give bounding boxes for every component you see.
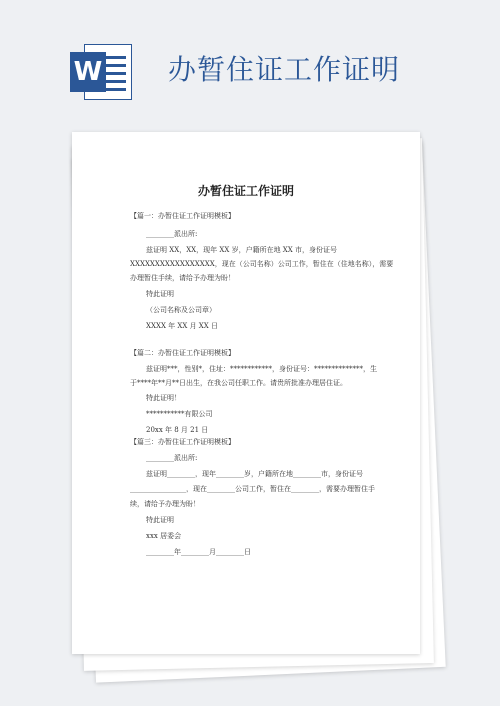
section-3-line: 续，请给予办理为盼！ — [130, 500, 200, 508]
section-3-line: 兹证明________，现年________岁，户籍所在地________市，身份证号 — [146, 470, 363, 478]
document-content — [72, 132, 420, 654]
banner-title: 办暂住证工作证明 — [168, 53, 401, 86]
section-1-line: 兹证明 XX，XX，现年 XX 岁，户籍所在地 XX 市，身份证号 — [146, 246, 337, 254]
word-app-icon — [70, 44, 132, 100]
section-2-line: 于****年**月**日出生，在我公司任职工作。请贵所批准办理居住证。 — [130, 379, 347, 387]
section-3-line: ________派出所: — [146, 454, 198, 462]
section-1-line: 特此证明 — [146, 290, 174, 298]
section-2-line: 兹证明***，性别*，住址：************，身份证号：**************，生 — [146, 365, 377, 373]
section-1-line: 办理暂住手续，请给予办理为盼！ — [130, 274, 235, 282]
document-title: 办暂住证工作证明 — [197, 184, 294, 198]
section-3-line: xxx 居委会 — [146, 532, 182, 540]
word-icon-letter: W — [70, 52, 106, 92]
section-2-heading: 【篇二：办暂住证工作证明模板】 — [130, 349, 235, 357]
section-3-line: ________年________月________日 — [146, 548, 251, 556]
section-2-line: 20xx 年 8 月 21 日 — [146, 426, 209, 434]
section-3-line: ________________，现在________公司工作，暂住在________，需要办理暂住手 — [130, 485, 375, 493]
section-1-line: ________派出所: — [146, 230, 198, 238]
section-2-line: ***********有限公司 — [146, 410, 213, 418]
section-1-line: （公司名称及公司章） — [146, 306, 216, 314]
section-2-line: 特此证明！ — [146, 394, 181, 402]
section-1-line: XXXX 年 XX 月 XX 日 — [146, 322, 218, 330]
section-3-heading: 【篇三：办暂住证工作证明模板】 — [130, 438, 235, 446]
section-1-heading: 【篇一：办暂住证工作证明模板】 — [130, 212, 235, 220]
section-1-line: XXXXXXXXXXXXXXXXX，现在（公司名称）公司工作，暂住在（住地名称），需要 — [130, 260, 394, 268]
section-3-line: 特此证明 — [146, 516, 174, 524]
